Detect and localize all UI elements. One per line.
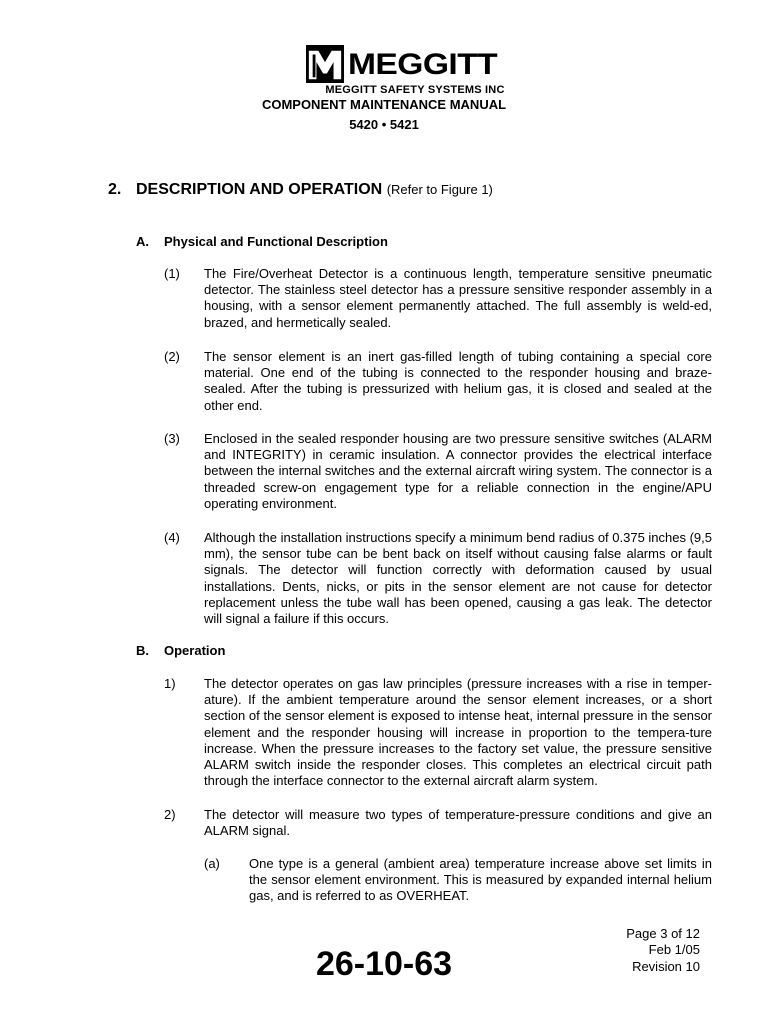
- figure-reference: (Refer to Figure 1): [386, 182, 493, 197]
- paragraph-b2: [164, 807, 712, 839]
- paragraph-marker: 1): [164, 676, 176, 691]
- subsection-b-title: Operation: [164, 643, 226, 658]
- paragraph-a3: [164, 431, 712, 512]
- paragraph-text: One type is a general (ambient area) temperature increase above set limits in the sensor element environment. This is measured by expanded internal helium gas, and is referred to as OVERHEAT.: [249, 856, 712, 904]
- meggitt-m-logo-icon: [306, 45, 344, 83]
- paragraph-marker: (3): [164, 431, 180, 446]
- paragraph-text: The detector operates on gas law principles (pressure increases with a rise in temper-ature). If the ambient temperature around the sensor element increases, or a short section of the sensor element is exposed to intense heat, internal pressure in the sensor element and the responder housing will increase in proportion to the tempera-ture increase. When the pressure increases to the factory set value, the pressure sensitive ALARM switch inside the responder closes. This completes an electrical circuit path through the interface connector to the external aircraft alarm system.: [204, 676, 712, 789]
- paragraph-text: The sensor element is an inert gas-filled length of tubing containing a special core material. One end of the tubing is connected to the responder housing and braze-sealed. After the tubing is pressurized with helium gas, it is closed and sealed at the other end.: [204, 349, 712, 413]
- subsection-a-letter: A.: [136, 234, 149, 249]
- paragraph-a2: [164, 349, 712, 414]
- paragraph-text: The Fire/Overheat Detector is a continuous length, temperature sensitive pneumatic detector. The stainless steel detector has a pressure sensitive responder assembly in a housing, with a sensor element permanently attached. The full assembly is weld-ed, brazed, and hermetically sealed.: [204, 266, 712, 330]
- section-number: 2.: [108, 181, 122, 198]
- paragraph-text: The detector will measure two types of temperature-pressure conditions and give an ALARM signal.: [204, 807, 712, 839]
- manual-title: COMPONENT MAINTENANCE MANUAL: [261, 97, 507, 112]
- paragraph-b2a: [204, 856, 712, 905]
- paragraph-a1: [164, 266, 712, 331]
- paragraph-marker: (2): [164, 349, 180, 364]
- paragraph-a4: [164, 530, 712, 627]
- subsection-b-heading: [136, 643, 225, 659]
- page-info: [626, 926, 700, 975]
- revision-date: Feb 1/05: [648, 942, 700, 958]
- paragraph-marker: (1): [164, 266, 180, 281]
- paragraph-marker: (a): [204, 856, 220, 871]
- company-name: MEGGITT SAFETY SYSTEMS INC: [325, 84, 505, 96]
- company-logo: [20, 44, 768, 84]
- document-header: [0, 44, 768, 133]
- paragraph-text: Although the installation instructions specify a minimum bend radius of 0.375 inches (9,5 mm), the sensor tube can be bent back on itself without causing false alarms or fault signals. The detector will function correctly with deformation caused by usual installations. Dents, nicks, or pits in the sensor element are not cause for detector replacement unless the tube wall has been opened, causing a gas leak. The detector will signal a failure if this occurs.: [204, 530, 713, 627]
- manual-number: 5420 • 5421: [349, 117, 419, 132]
- page-number: Page 3 of 12: [626, 926, 700, 941]
- revision-number: Revision 10: [632, 958, 700, 974]
- paragraph-b1: [164, 676, 712, 789]
- section-heading: [108, 180, 493, 200]
- subsection-a-heading: [136, 234, 388, 250]
- paragraph-text: Enclosed in the sealed responder housing are two pressure sensitive switches (ALARM and INTEGRITY) in ceramic insulation. A connector provides the electrical interface between the internal switches and the external aircraft wiring system. The connector is a threaded screw-on engagement type for a reliable connection in the engine/APU operating environment.: [204, 431, 712, 511]
- logo-wordmark: MEGGITT: [348, 48, 498, 81]
- paragraph-marker: 2): [164, 807, 176, 822]
- ata-chapter-code: 26-10-63: [315, 945, 453, 983]
- subsection-a-title: Physical and Functional Description: [164, 234, 388, 249]
- paragraph-marker: (4): [164, 530, 180, 545]
- section-title: DESCRIPTION AND OPERATION: [136, 181, 383, 198]
- subsection-b-letter: B.: [136, 643, 149, 658]
